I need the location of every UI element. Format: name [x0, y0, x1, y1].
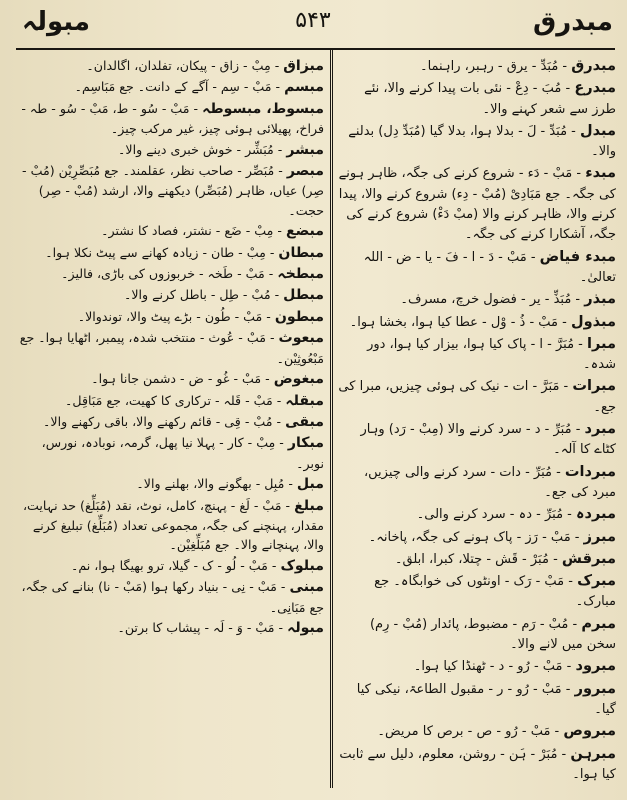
dictionary-entry [338, 376, 616, 418]
dictionary-entry [18, 496, 324, 555]
entry-definition: - مُبَصِّر - صاحب نظر، عقلمند۔ جع مُبَصِّرِیْن (مُبْ - صِر) عیاں، ظاہر (مُبَصِّر) دیکھنے والا، ارشد (مُبْ - صِر) حجت۔ [22, 163, 324, 218]
entry-headword: مبولہ [287, 619, 324, 636]
dictionary-entry [338, 289, 616, 310]
entry-headword: مبذول [570, 312, 616, 330]
entry-definition: - مُبَرْ - ہَن - روشن، معلوم، دلیل سے ثابت کیا ہوا۔ [339, 746, 616, 782]
dictionary-entry [18, 474, 324, 494]
dictionary-entry [338, 549, 616, 570]
entry-headword: مبرز [583, 527, 616, 545]
entry-headword: مبل [296, 476, 324, 493]
dictionary-entry [18, 328, 324, 368]
dictionary-entry [338, 78, 616, 120]
entry-headword: مبسم [284, 79, 324, 96]
entry-headword: مبطل [283, 287, 324, 304]
entry-headword: مبطون [274, 308, 324, 325]
entry-definition: - مُبَرَّ - ا - پاک کیا ہوا، بیزار کیا ہوا، دور شدہ۔ [367, 336, 616, 373]
entry-definition: - مَبْ - عُوث - منتخب شدہ، پیمبر، اٹھایا ہوا۔ جع مَبْعُوثِیْن۔ [19, 330, 324, 366]
dictionary-entry [338, 504, 616, 525]
dictionary-entry [18, 577, 324, 617]
entry-headword: مبردہ [576, 505, 616, 523]
entry-headword: مبغوض [273, 371, 324, 388]
dictionary-entry [18, 412, 324, 432]
entry-headword: مبرد [584, 420, 616, 438]
dictionary-entry [338, 679, 616, 721]
entry-definition: - مَبْ - سُو - ط، مَبْ - سُو - طہ - فراخ، پھیلائی ہوئی چیز، غیر مرکب چیز۔ [21, 100, 324, 137]
dictionary-entry [338, 56, 616, 77]
dictionary-entry [18, 56, 324, 76]
entry-definition: - مَبْ - رُو - ر - مقبول الطاعۃ، نیکی کیا گیا۔ [356, 681, 616, 717]
dictionary-entry [18, 369, 324, 389]
header-last-word: مبولہ [22, 7, 91, 37]
entry-definition: - مَبْ - سِم - آگے کے دانت۔ جع مَبَاسِم۔ [74, 79, 281, 95]
entry-definition: - مِبْ - زاق - پیکان، تفلدان، اگالدان۔ [86, 58, 280, 73]
entry-headword: مبرود [575, 657, 616, 675]
entry-headword: مبعوث [278, 330, 324, 347]
entry-definition: - مُبِل - بھگونے والا، بھلنے والا۔ [136, 476, 293, 492]
entry-headword: مبقلہ [285, 392, 324, 409]
header-first-word: مبدرق [533, 7, 613, 37]
entry-definition: - مُبَرْ - قَش - چتلا، کبرا، ابلق۔ [394, 551, 558, 567]
entry-definition: - مَبْ - طُون - بڑے پیٹ والا، توندوالا۔ [77, 308, 271, 324]
entry-headword: مبصر [286, 163, 324, 180]
entry-definition: - مَبْ - ذُ - وْل - عطا کیا ہوا، بخشا ہوا۔ [349, 314, 567, 330]
dictionary-entry [338, 527, 616, 548]
entry-definition: - مَبْ - غُو - ض - دشمن جانا ہوا۔ [91, 371, 270, 387]
dictionary-entry [338, 121, 616, 163]
entry-definition: - مَبْ - نِی - بنیاد رکھا ہوا (مَبْ - نا) بنانے کی جگہ، جع مَبَانِی۔ [21, 579, 324, 615]
dictionary-entry [338, 571, 616, 613]
entry-headword: مبروص [563, 722, 616, 740]
dictionary-entry [18, 556, 324, 576]
entry-definition: - مِبْ - کار - پہلا نیا پھل، گرمہ، نوبادہ، نورس، نوبر۔ [41, 435, 324, 471]
entry-definition: - مُبْ - رَم - مضبوط، پائدار (مُبْ - رِم) سخن میں لانے والا۔ [369, 616, 616, 653]
entry-headword: مبلغ [294, 497, 324, 514]
entry-definition: - مُبَدِّ - لَ - بدلا ہوا، بدلا گیا (مُبَدِّ دِل) بدلنے والا۔ [348, 123, 616, 160]
entry-definition: - مَبَرَّ - ات - نیک کی ہوئی چیزیں، مبرا کی جع۔ [338, 379, 616, 415]
page-header [0, 0, 627, 52]
entry-headword: مبطخہ [277, 266, 324, 283]
entry-definition: - مَبْ - دَ - ا - فَ - یا - ض - اللہ تعالیٰ۔ [363, 249, 616, 285]
entry-definition: - مِبْ - ضَع - نشتر، فصاد کا نشتر۔ [101, 223, 282, 239]
dictionary-entry [338, 656, 616, 677]
right-column [338, 56, 616, 790]
left-column [18, 56, 324, 790]
dictionary-entry [338, 721, 616, 742]
dictionary-entry [338, 744, 616, 786]
entry-definition: - مَبْ - رُو - ص - برص کا مریض۔ [377, 724, 560, 740]
entry-headword: مبرہن [570, 744, 616, 762]
header-rule [16, 48, 615, 50]
entry-definition: - مُبَرِّ - دات - سرد کرنے والی چیزیں، مبرد کی جع۔ [363, 464, 616, 500]
entry-headword: مبدرع [574, 79, 616, 97]
dictionary-entry [338, 462, 616, 504]
dictionary-entry [18, 221, 324, 241]
entry-headword: مبکار [287, 435, 324, 452]
entry-headword: مبضع [285, 223, 324, 240]
dictionary-entry [18, 433, 324, 473]
entry-definition: - مَبْ - رُو - د - ٹھنڈا کیا ہوا۔ [413, 659, 572, 675]
entry-definition: - مَبْ - قَلہ - ترکاری کا کھیت، جع مَبَاقِل۔ [65, 392, 282, 408]
dictionary-entry [18, 161, 324, 220]
dictionary-entry [18, 140, 324, 160]
entry-headword: مبرقش [561, 549, 616, 567]
dictionary-entry [18, 307, 324, 327]
dictionary-entry [18, 285, 324, 305]
dictionary-entry [338, 312, 616, 333]
page-number: ۵۴۳ [295, 8, 331, 33]
dictionary-entry [18, 264, 324, 284]
dictionary-entry [338, 614, 616, 656]
entry-headword: مبقی [285, 413, 324, 430]
entry-definition: - مُبَذِّ - یر - فضول خرچ، مسرف۔ [400, 292, 581, 308]
entry-definition: - مَبْ - دَء - شروع کرنے کی جگہ، ظاہر ہونے کی جگہ۔ جع مَبَادِیْ (مُبْ - دِء) شروع کرنے والا، پیدا کرنے والا، ظاہر کرنے والا (مبْ دَءْ) شروع کرنے کی جگہ، آشکارا کرنے کی جگہ۔ [338, 166, 616, 243]
entry-headword: مبنی [289, 579, 324, 596]
entry-headword: مبرم [581, 614, 616, 632]
entry-headword: مبدء فیاض [539, 247, 616, 265]
dictionary-entry [18, 99, 324, 139]
entry-headword: مبشر [286, 141, 324, 158]
entry-headword: مبدل [580, 121, 616, 139]
entry-definition: - مُبَ - دِعْ - نئی بات پیدا کرنے والا، نئے طرز سے شعر کہنے والا۔ [364, 81, 616, 117]
dictionary-entry [338, 163, 616, 245]
entry-definition: - مَبْ - رَک - اونٹوں کی خوابگاہ۔ جع مبارک۔ [374, 574, 616, 610]
entry-definition: - مُبَرِّ - دہ - سرد کرنے والی۔ [416, 507, 572, 523]
dictionary-entry [338, 419, 616, 461]
entry-headword: مبلوک [280, 557, 324, 574]
entry-definition: - مُبَدِّ - یرق - رہبر، راہنما۔ [419, 59, 568, 74]
entry-headword: مبذر [584, 290, 616, 308]
dictionary-entry [18, 618, 324, 638]
entry-definition: - مُبْ - قِی - قائم رکھنے والا، باقی رکھنے والا۔ [43, 413, 282, 429]
entry-definition: - مَبْ - لُو - ک - گیلا، ترو بھیگا ہوا، نم۔ [70, 557, 277, 573]
entry-definition: - مَبْ - لَغ - پہنچ، کامل، نوٹ، نقد (مُبَلِّغ) حد نہایت، مقدار، پہنچنے کی جگہ، مجموعی تعداد (مُبَلِّغ) تبلیغ کرنے والا، پہنچانے والا۔ جع مُبَلِّغِیْن۔ [22, 497, 324, 553]
entry-definition: - مُبَشِّر - خوش خبری دینے والا۔ [118, 141, 283, 157]
dictionary-entry [18, 77, 324, 97]
entry-definition: - مُبَرِّ - د - سرد کرنے والا (مِبْ - رَد) وہار کٹاے کا آلہ۔ [360, 422, 616, 458]
entry-headword: مبرور [574, 679, 616, 697]
entry-headword: مبردات [564, 462, 616, 480]
column-divider [330, 50, 333, 788]
entry-headword: مبطان [278, 244, 324, 261]
dictionary-entry [18, 391, 324, 411]
entry-headword: مبرک [577, 572, 616, 590]
dictionary-entry [18, 243, 324, 263]
dictionary-entry [338, 247, 616, 289]
entry-headword: مبدء [585, 164, 616, 182]
entry-definition: - مَبْ - رَز - پاک ہونے کی جگہ، پاخانہ۔ [368, 529, 580, 545]
entry-headword: مبرات [572, 377, 616, 395]
entry-definition: - مَبْ - طَخہ - خربوزوں کی باڑی، فالیز۔ [61, 266, 274, 282]
entry-headword: مبرا [587, 334, 616, 352]
entry-definition: - مُبْ - طِل - باطل کرنے والا۔ [123, 287, 280, 303]
entry-headword: مبزاق [283, 58, 324, 74]
entry-headword: مبدرق [571, 57, 616, 74]
dictionary-entry [338, 334, 616, 376]
entry-definition: - مَبْ - وَ - لَہ - پیشاب کا برتن۔ [117, 619, 284, 635]
entry-definition: - مِبْ - طان - زیادہ کھانے سے پیٹ نکلا ہوا۔ [45, 244, 275, 260]
entry-headword: مبسوط، مبسوطہ [202, 100, 324, 117]
